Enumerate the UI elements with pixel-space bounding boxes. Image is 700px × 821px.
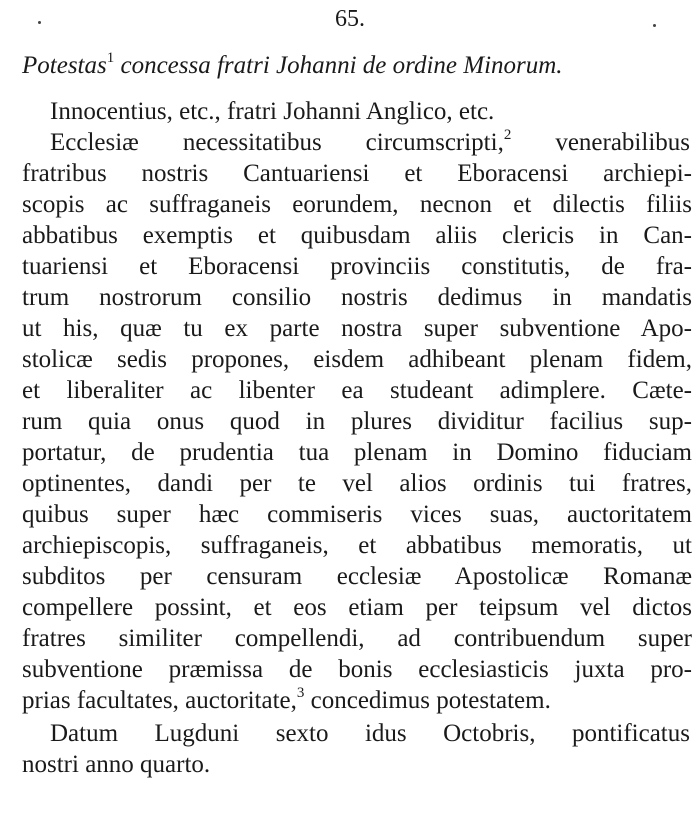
- salutation: Innocentius, etc., fratri Johanni Anglico, etc.: [50, 98, 495, 125]
- text-line: [22, 685, 692, 716]
- line-text: optinentes, dandi per te vel alios ordinis tui fratres,: [22, 470, 692, 497]
- line-text: subventione præmissa de bonis ecclesiasticis juxta pro-: [22, 656, 692, 683]
- text-line: [22, 592, 692, 623]
- line-text: archiepiscopis, suffraganeis, et abbatibus memoratis, ut: [22, 532, 692, 559]
- page-number: 65.: [335, 6, 365, 32]
- line-text: Ecclesiæ necessitatibus circumscripti,: [50, 129, 504, 156]
- text-line: [22, 623, 692, 654]
- footnote-marker: 2: [503, 126, 512, 143]
- line-text: fratres similiter compellendi, ad contribuendum super: [22, 625, 692, 652]
- heading-text: concessa fratri Johanni de ordine Minorum.: [114, 52, 563, 79]
- text-line: [22, 437, 692, 468]
- text-line: [22, 406, 692, 437]
- heading-text: Potestas: [22, 52, 107, 79]
- text-line: [22, 344, 692, 375]
- line-text: tuariensi et Eboracensi provinciis constitutis, de fra-: [22, 253, 692, 280]
- line-text: prias facultates, auctoritate,: [22, 687, 297, 714]
- text-line: [22, 499, 692, 530]
- line-text: trum nostrorum consilio nostris dedimus in mandatis: [22, 284, 692, 311]
- text-line: [22, 282, 692, 313]
- line-text: et liberaliter ac libenter ea studeant adimplere. Cæte-: [22, 377, 692, 404]
- line-text: scopis ac suffraganeis eorundem, necnon et dilectis filiis: [22, 191, 692, 218]
- text-line: [22, 375, 692, 406]
- text-line: [22, 530, 692, 561]
- text-line: Datum Lugduni sexto idus Octobris, pontificatus: [50, 720, 690, 747]
- line-text: fratribus nostris Cantuariensi et Eboracensi archiepi-: [22, 160, 692, 187]
- text-line: [22, 313, 692, 344]
- footnote-marker: 3: [296, 684, 305, 701]
- text-line: [22, 561, 692, 592]
- line-text: quibus super hæc commiseris vices suas, auctoritatem: [22, 501, 692, 528]
- line-text: abbatibus exemptis et quibusdam aliis clericis in Can-: [22, 222, 692, 249]
- text-line: [22, 189, 692, 220]
- text-line: [22, 220, 692, 251]
- line-text: subditos per censuram ecclesiæ Apostolicæ Romanæ: [22, 563, 692, 590]
- text-line: [22, 158, 692, 189]
- line-text: rum quia onus quod in plures dividitur facilius sup-: [22, 408, 692, 435]
- text-line: nostri anno quarto.: [22, 751, 211, 778]
- text-line: [22, 468, 692, 499]
- text-line: [22, 251, 692, 282]
- text-line: [22, 654, 692, 685]
- line-text: stolicæ sedis propones, eisdem adhibeant plenam fidem,: [22, 346, 692, 373]
- text-line: [50, 127, 690, 158]
- line-text: ut his, quæ tu ex parte nostra super subventione Apo-: [22, 315, 692, 342]
- document-heading: [22, 50, 692, 82]
- line-text: portatur, de prudentia tua plenam in Domino fiduciam: [22, 439, 692, 466]
- line-text: venerabilibus: [511, 129, 690, 156]
- line-text: compellere possint, et eos etiam per teipsum vel dictos: [22, 594, 692, 621]
- line-text: concedimus potestatem.: [304, 687, 551, 714]
- footnote-marker: 1: [106, 49, 115, 66]
